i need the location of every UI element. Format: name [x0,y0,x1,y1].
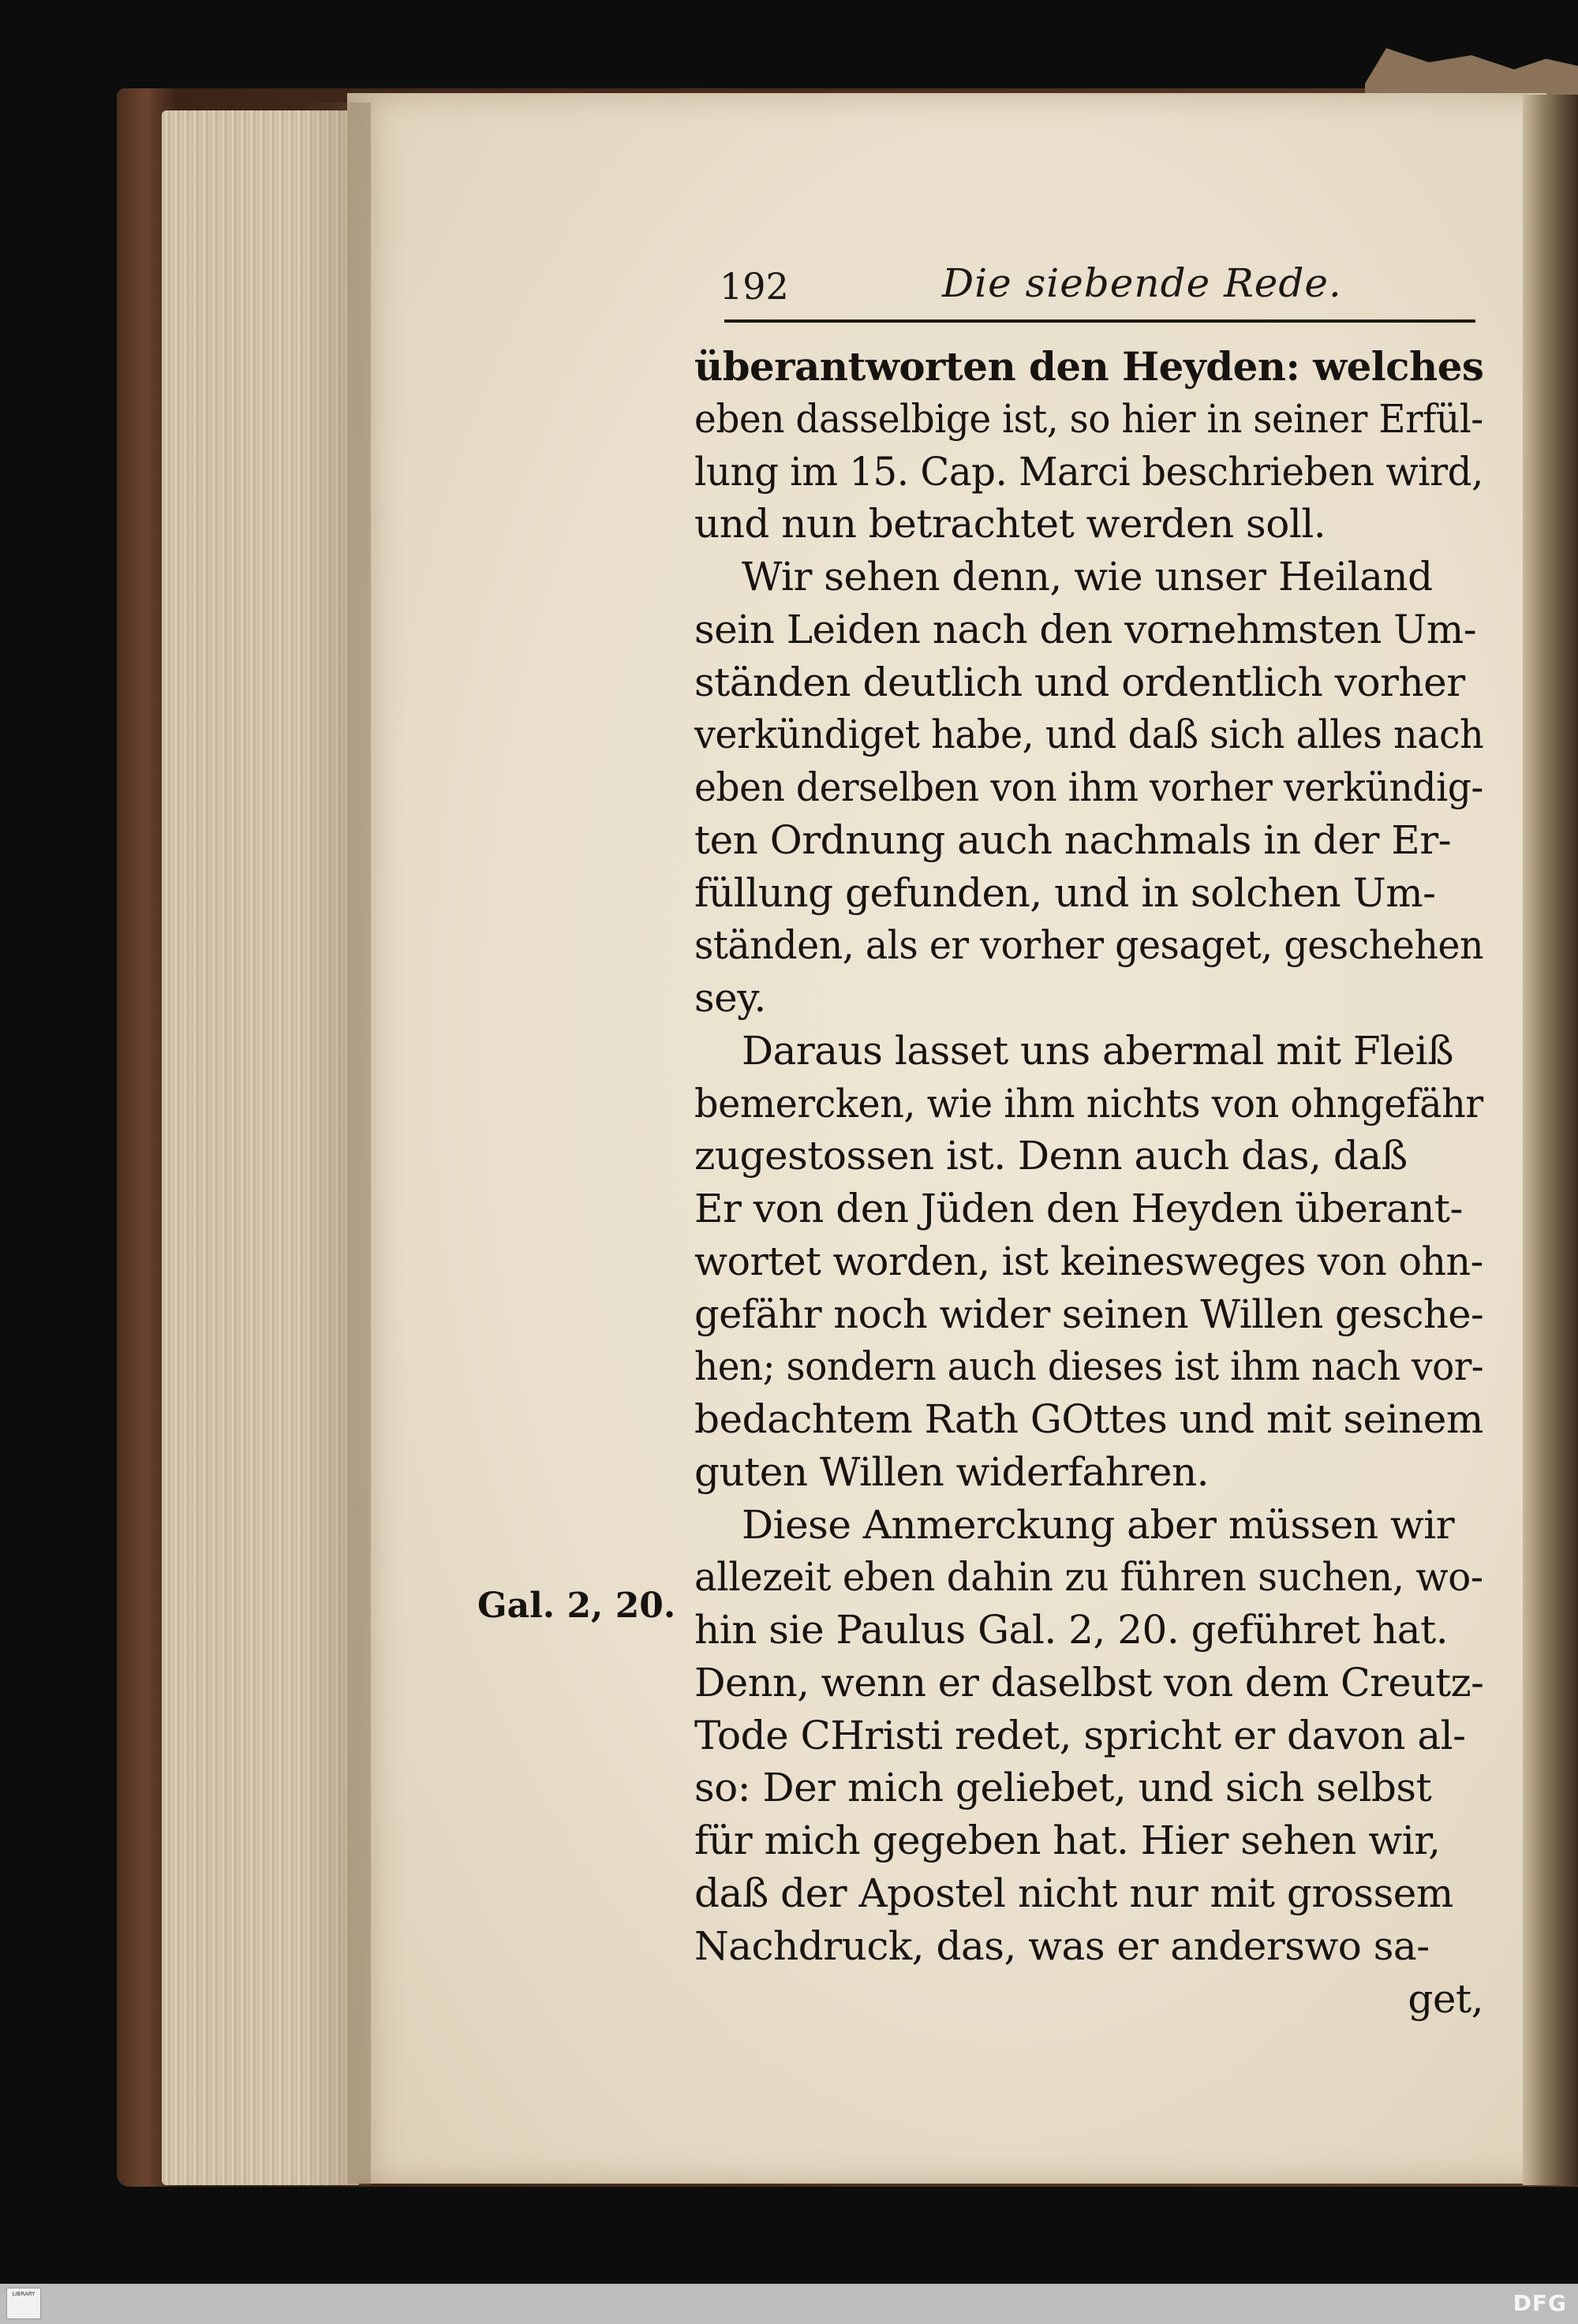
text-line: lung im 15. Cap. Marci beschrieben wird, [694,449,1483,495]
text-line: sein Leiden nach den vornehmsten Um- [694,607,1477,652]
text-line: hen; sondern auch dieses ist ihm nach vor- [694,1343,1484,1389]
text-line: gefähr noch wider seinen Willen geschе- [694,1291,1484,1337]
page-number: 192 [720,265,789,308]
page-gutter [1523,95,1578,2185]
text-line: wortet worden, ist keinesweges von ohn- [694,1239,1483,1284]
header-rule [724,319,1475,323]
text-line: Tode CHristi redet, spricht er davon al- [694,1713,1466,1758]
dfg-logo: DFG [1513,2290,1567,2316]
text-line: sey. [694,975,766,1021]
text-line: daß der Apostel nicht nur mit grossem [694,1870,1453,1916]
text-line: Diese Anmerckung aber müssen wir [742,1502,1455,1548]
text-line: überantworten den Heyden: welches [694,343,1484,390]
text-line: so: Der mich geliebet, und sich selbst [694,1765,1432,1810]
catchword: get, [1408,1976,1483,2022]
text-line: allezeit eben dahin zu führen suchen, wo- [694,1554,1483,1600]
text-line: ten Ordnung auch nachmals in der Er- [694,817,1452,863]
page-header [720,260,1477,323]
viewer-footer-bar [0,2284,1578,2324]
text-line: Wir sehen denn, wie unser Heiland [742,554,1433,600]
text-line: Denn, wenn er daselbst von dem Creutz- [694,1660,1484,1706]
library-logo: LIBRARY [6,2288,41,2319]
margin-note-reference: Gal. 2, 20. [477,1586,676,1626]
binding-shadow [300,103,371,2185]
text-line: hin sie Paulus Gal. 2, 20. geführet hat. [694,1607,1449,1653]
text-line: zugestossen ist. Denn auch das, daß [694,1133,1408,1179]
text-line: füllung gefunden, und in solchen Um- [694,870,1436,916]
text-line: ständen deutlich und ordentlich vorher [694,659,1465,705]
text-line: Nachdruck, das, was er anderswo sa- [694,1923,1430,1969]
text-line: Daraus lasset uns abermal mit Fleiß [742,1028,1453,1074]
running-title: Die siebende Rede. [942,260,1342,306]
text-line: guten Willen widerfahren. [694,1449,1210,1495]
text-line: ständen, als er vorher gesaget, geschehen [694,922,1484,968]
text-line: Er von den Jüden den Heyden überant- [694,1186,1463,1231]
show-through-text: ﾠ [638,912,671,951]
text-line: für mich gegeben hat. Hier sehen wir, [694,1818,1441,1863]
text-line: verkündiget habe, und daß sich alles nach [694,712,1484,757]
text-line: bedachtem Rath GOttes und mit seinem [694,1396,1483,1442]
text-line: eben dasselbige ist, so hier in seiner Erfül- [694,396,1483,442]
text-line: bemercken, wie ihm nichts von ohngefähr [694,1081,1483,1127]
text-line: und nun betrachtet werden soll. [694,501,1326,547]
text-line: eben derselben von ihm vorher verkündig- [694,764,1483,810]
